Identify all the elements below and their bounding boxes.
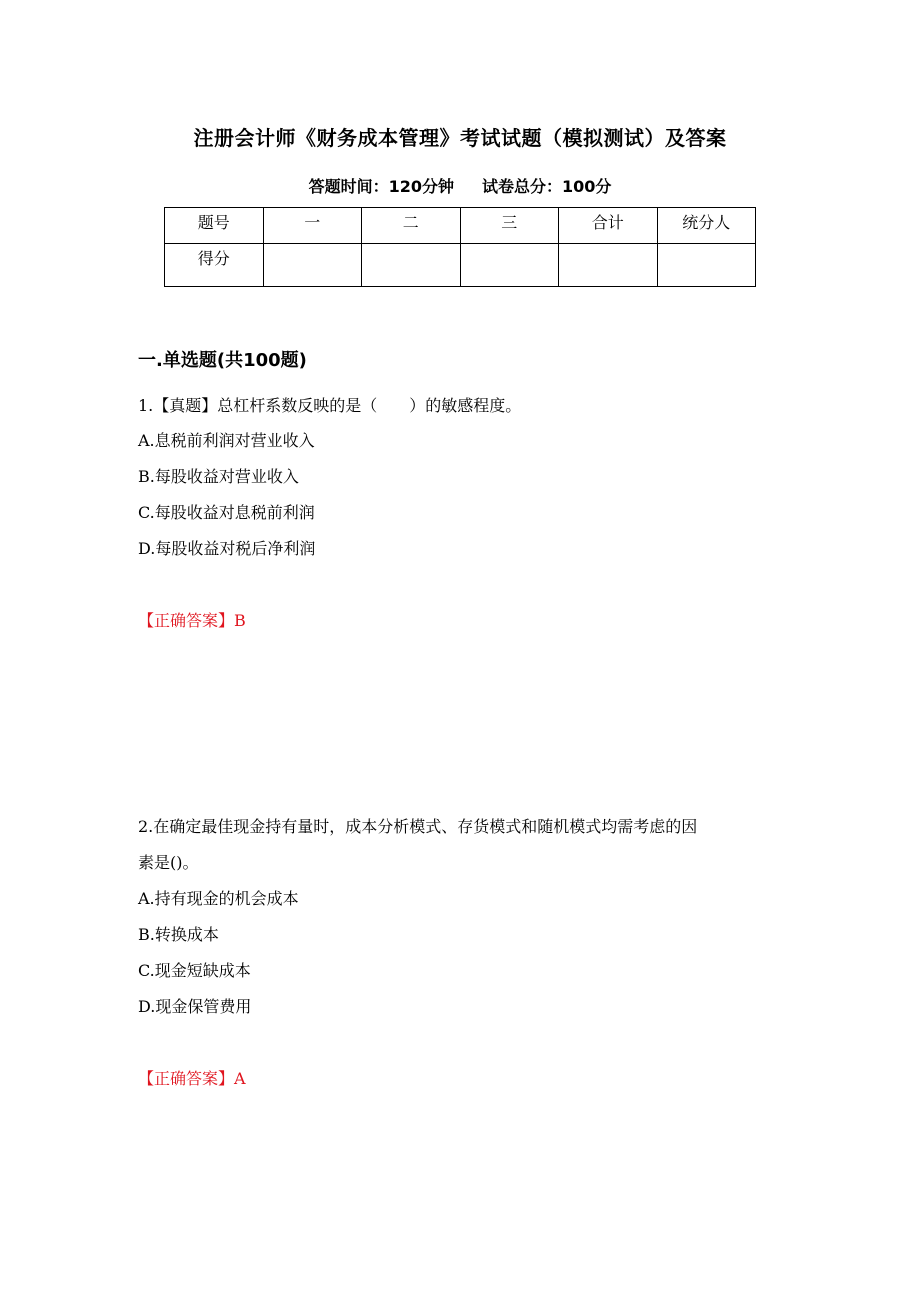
score-cell [657,244,756,287]
score-cell [559,244,658,287]
score-cell [362,244,461,287]
question-1-option-a: A.息税前利润对营业收入 [138,431,315,450]
score-table [164,207,756,287]
exam-total-score: 试卷总分：100分 [482,177,612,196]
score-header-cell: 三 [460,208,559,244]
score-header-cell: 合计 [559,208,658,244]
question-1-answer: 【正确答案】B [138,611,246,630]
question-2-option-a: A.持有现金的机会成本 [138,889,299,908]
question-1-option-c: C.每股收益对息税前利润 [138,503,315,522]
question-2-stem-line-2: 素是()。 [138,853,199,872]
question-2-answer: 【正确答案】A [138,1069,246,1088]
question-1-option-b: B.每股收益对营业收入 [138,467,299,486]
score-header-cell: 题号 [165,208,264,244]
score-header-cell: 一 [263,208,362,244]
question-1-stem: 1.【真题】总杠杆系数反映的是（ ）的敏感程度。 [138,396,522,415]
exam-time: 答题时间：120分钟 [308,177,454,196]
score-cell [263,244,362,287]
score-header-cell: 统分人 [657,208,756,244]
question-2-option-c: C.现金短缺成本 [138,961,251,980]
question-1-option-d: D.每股收益对税后净利润 [138,539,316,558]
document-title: 注册会计师《财务成本管理》考试试题（模拟测试）及答案 [193,126,727,150]
section-title: 一.单选题(共100题) [138,350,307,371]
score-cell [460,244,559,287]
question-2-stem-line-1: 2.在确定最佳现金持有量时，成本分析模式、存货模式和随机模式均需考虑的因 [138,817,698,836]
question-2-option-b: B.转换成本 [138,925,219,944]
score-row-label: 得分 [165,244,264,287]
exam-info [0,174,920,197]
score-header-cell: 二 [362,208,461,244]
question-2-option-d: D.现金保管费用 [138,997,252,1016]
